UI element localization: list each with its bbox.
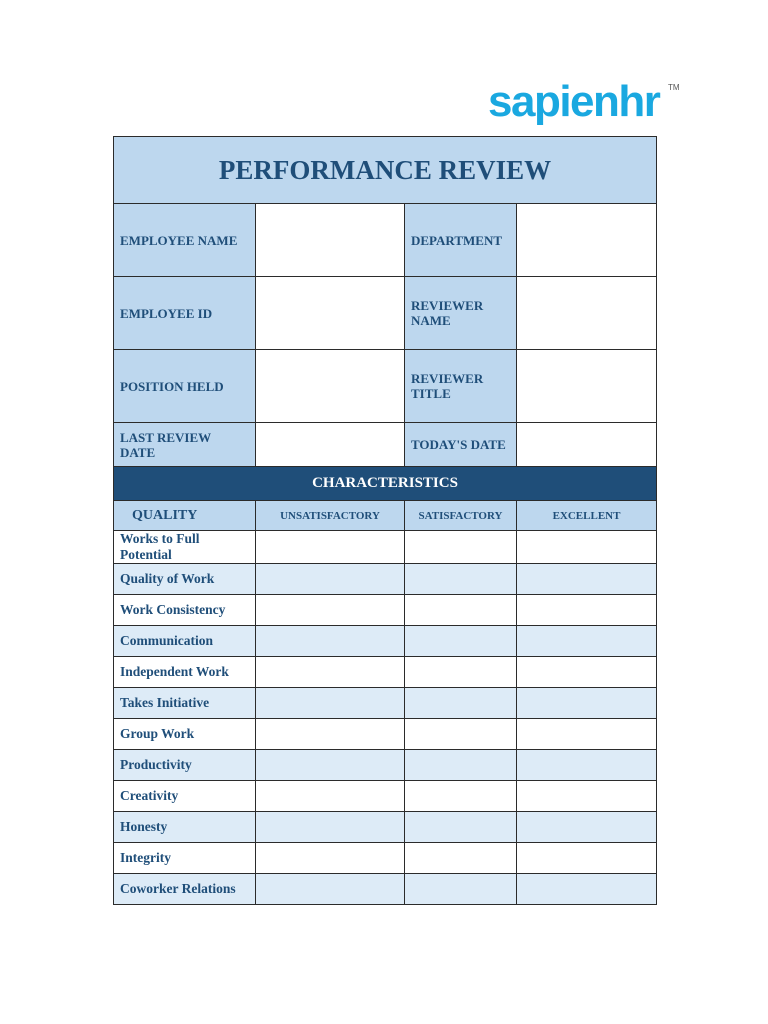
unsatisfactory-cell[interactable] <box>256 781 405 812</box>
satisfactory-cell[interactable] <box>405 564 517 595</box>
sapienhr-logo <box>488 74 680 130</box>
trademark-mark: TM <box>668 83 680 92</box>
todays-date-field[interactable] <box>517 423 657 467</box>
quality-name: Honesty <box>114 812 256 843</box>
table-row <box>114 688 657 719</box>
unsatisfactory-cell[interactable] <box>256 719 405 750</box>
quality-name: Independent Work <box>114 657 256 688</box>
excellent-cell[interactable] <box>517 719 657 750</box>
quality-name: Creativity <box>114 781 256 812</box>
excellent-column-header: EXCELLENT <box>517 501 657 531</box>
last-review-date-label: LAST REVIEW DATE <box>114 423 256 467</box>
employee-id-field[interactable] <box>256 277 405 350</box>
quality-name: Works to Full Potential <box>114 531 256 564</box>
quality-name: Integrity <box>114 843 256 874</box>
table-row <box>114 564 657 595</box>
table-row <box>114 595 657 626</box>
quality-name: Group Work <box>114 719 256 750</box>
todays-date-label: TODAY'S DATE <box>405 423 517 467</box>
employee-name-label: EMPLOYEE NAME <box>114 204 256 277</box>
excellent-cell[interactable] <box>517 812 657 843</box>
excellent-cell[interactable] <box>517 781 657 812</box>
reviewer-name-field[interactable] <box>517 277 657 350</box>
satisfactory-cell[interactable] <box>405 657 517 688</box>
satisfactory-column-header: SATISFACTORY <box>405 501 517 531</box>
table-row <box>114 750 657 781</box>
unsatisfactory-cell[interactable] <box>256 657 405 688</box>
excellent-cell[interactable] <box>517 750 657 781</box>
satisfactory-cell[interactable] <box>405 595 517 626</box>
excellent-cell[interactable] <box>517 688 657 719</box>
performance-review-form <box>113 136 657 905</box>
quality-name: Work Consistency <box>114 595 256 626</box>
excellent-cell[interactable] <box>517 595 657 626</box>
excellent-cell[interactable] <box>517 843 657 874</box>
excellent-cell[interactable] <box>517 657 657 688</box>
satisfactory-cell[interactable] <box>405 750 517 781</box>
employee-id-label: EMPLOYEE ID <box>114 277 256 350</box>
satisfactory-cell[interactable] <box>405 719 517 750</box>
satisfactory-cell[interactable] <box>405 688 517 719</box>
table-row <box>114 843 657 874</box>
column-header-row <box>114 501 657 531</box>
unsatisfactory-column-header: UNSATISFACTORY <box>256 501 405 531</box>
unsatisfactory-cell[interactable] <box>256 564 405 595</box>
department-label: DEPARTMENT <box>405 204 517 277</box>
unsatisfactory-cell[interactable] <box>256 750 405 781</box>
satisfactory-cell[interactable] <box>405 781 517 812</box>
table-row <box>114 657 657 688</box>
table-row <box>114 531 657 564</box>
unsatisfactory-cell[interactable] <box>256 688 405 719</box>
last-review-date-field[interactable] <box>256 423 405 467</box>
reviewer-title-field[interactable] <box>517 350 657 423</box>
characteristics-section-header: CHARACTERISTICS <box>114 467 657 501</box>
logo-text: sapienhr <box>488 77 660 126</box>
table-row <box>114 812 657 843</box>
quality-column-header: QUALITY <box>114 501 256 531</box>
quality-name: Takes Initiative <box>114 688 256 719</box>
table-row <box>114 874 657 905</box>
excellent-cell[interactable] <box>517 874 657 905</box>
excellent-cell[interactable] <box>517 564 657 595</box>
unsatisfactory-cell[interactable] <box>256 874 405 905</box>
table-row <box>114 626 657 657</box>
employee-name-field[interactable] <box>256 204 405 277</box>
unsatisfactory-cell[interactable] <box>256 812 405 843</box>
unsatisfactory-cell[interactable] <box>256 531 405 564</box>
excellent-cell[interactable] <box>517 531 657 564</box>
quality-name: Quality of Work <box>114 564 256 595</box>
unsatisfactory-cell[interactable] <box>256 626 405 657</box>
table-row <box>114 781 657 812</box>
satisfactory-cell[interactable] <box>405 531 517 564</box>
page-title: PERFORMANCE REVIEW <box>114 137 657 204</box>
quality-name: Coworker Relations <box>114 874 256 905</box>
reviewer-name-label: REVIEWER NAME <box>405 277 517 350</box>
position-held-label: POSITION HELD <box>114 350 256 423</box>
unsatisfactory-cell[interactable] <box>256 595 405 626</box>
satisfactory-cell[interactable] <box>405 626 517 657</box>
position-held-field[interactable] <box>256 350 405 423</box>
quality-name: Communication <box>114 626 256 657</box>
reviewer-title-label: REVIEWER TITLE <box>405 350 517 423</box>
unsatisfactory-cell[interactable] <box>256 843 405 874</box>
satisfactory-cell[interactable] <box>405 843 517 874</box>
satisfactory-cell[interactable] <box>405 812 517 843</box>
table-row <box>114 719 657 750</box>
excellent-cell[interactable] <box>517 626 657 657</box>
satisfactory-cell[interactable] <box>405 874 517 905</box>
department-field[interactable] <box>517 204 657 277</box>
quality-name: Productivity <box>114 750 256 781</box>
